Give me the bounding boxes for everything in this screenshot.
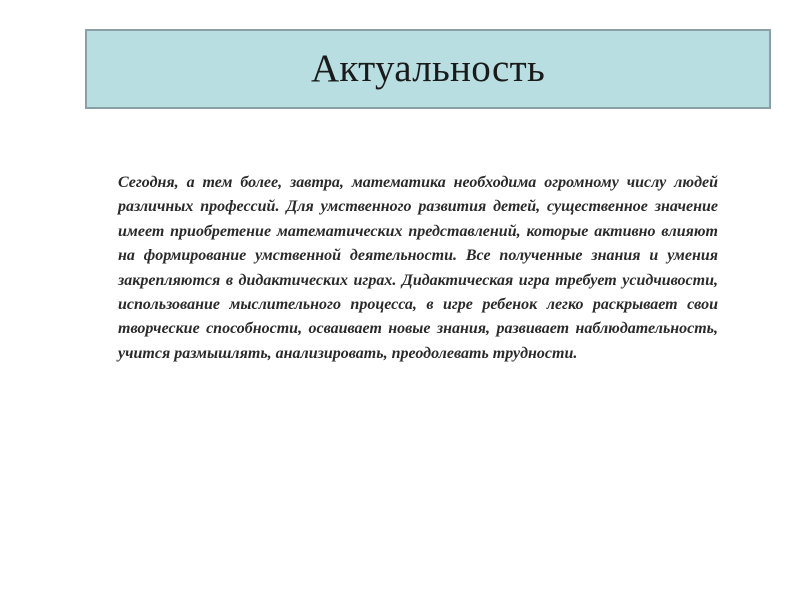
slide-title: Актуальность — [310, 46, 546, 90]
body-paragraph: Сегодня, а тем более, завтра, математика необходима огромному числу людей различных профессий. Для умственного развития детей, существенное значение имеет приобретение математических представлений, которые активно влияют на формирование умственной деятельности. Все полученные знания и умения закрепляются в дидактических играх. Дидактическая игра требует усидчивости, использование мыслительного процесса, в игре ребенок легко раскрывает свои творческие способности, осваивает новые знания, развивает наблюдательность, учится размышлять, анализировать, преодолевать трудности. — [118, 174, 718, 362]
title-banner — [85, 29, 771, 109]
